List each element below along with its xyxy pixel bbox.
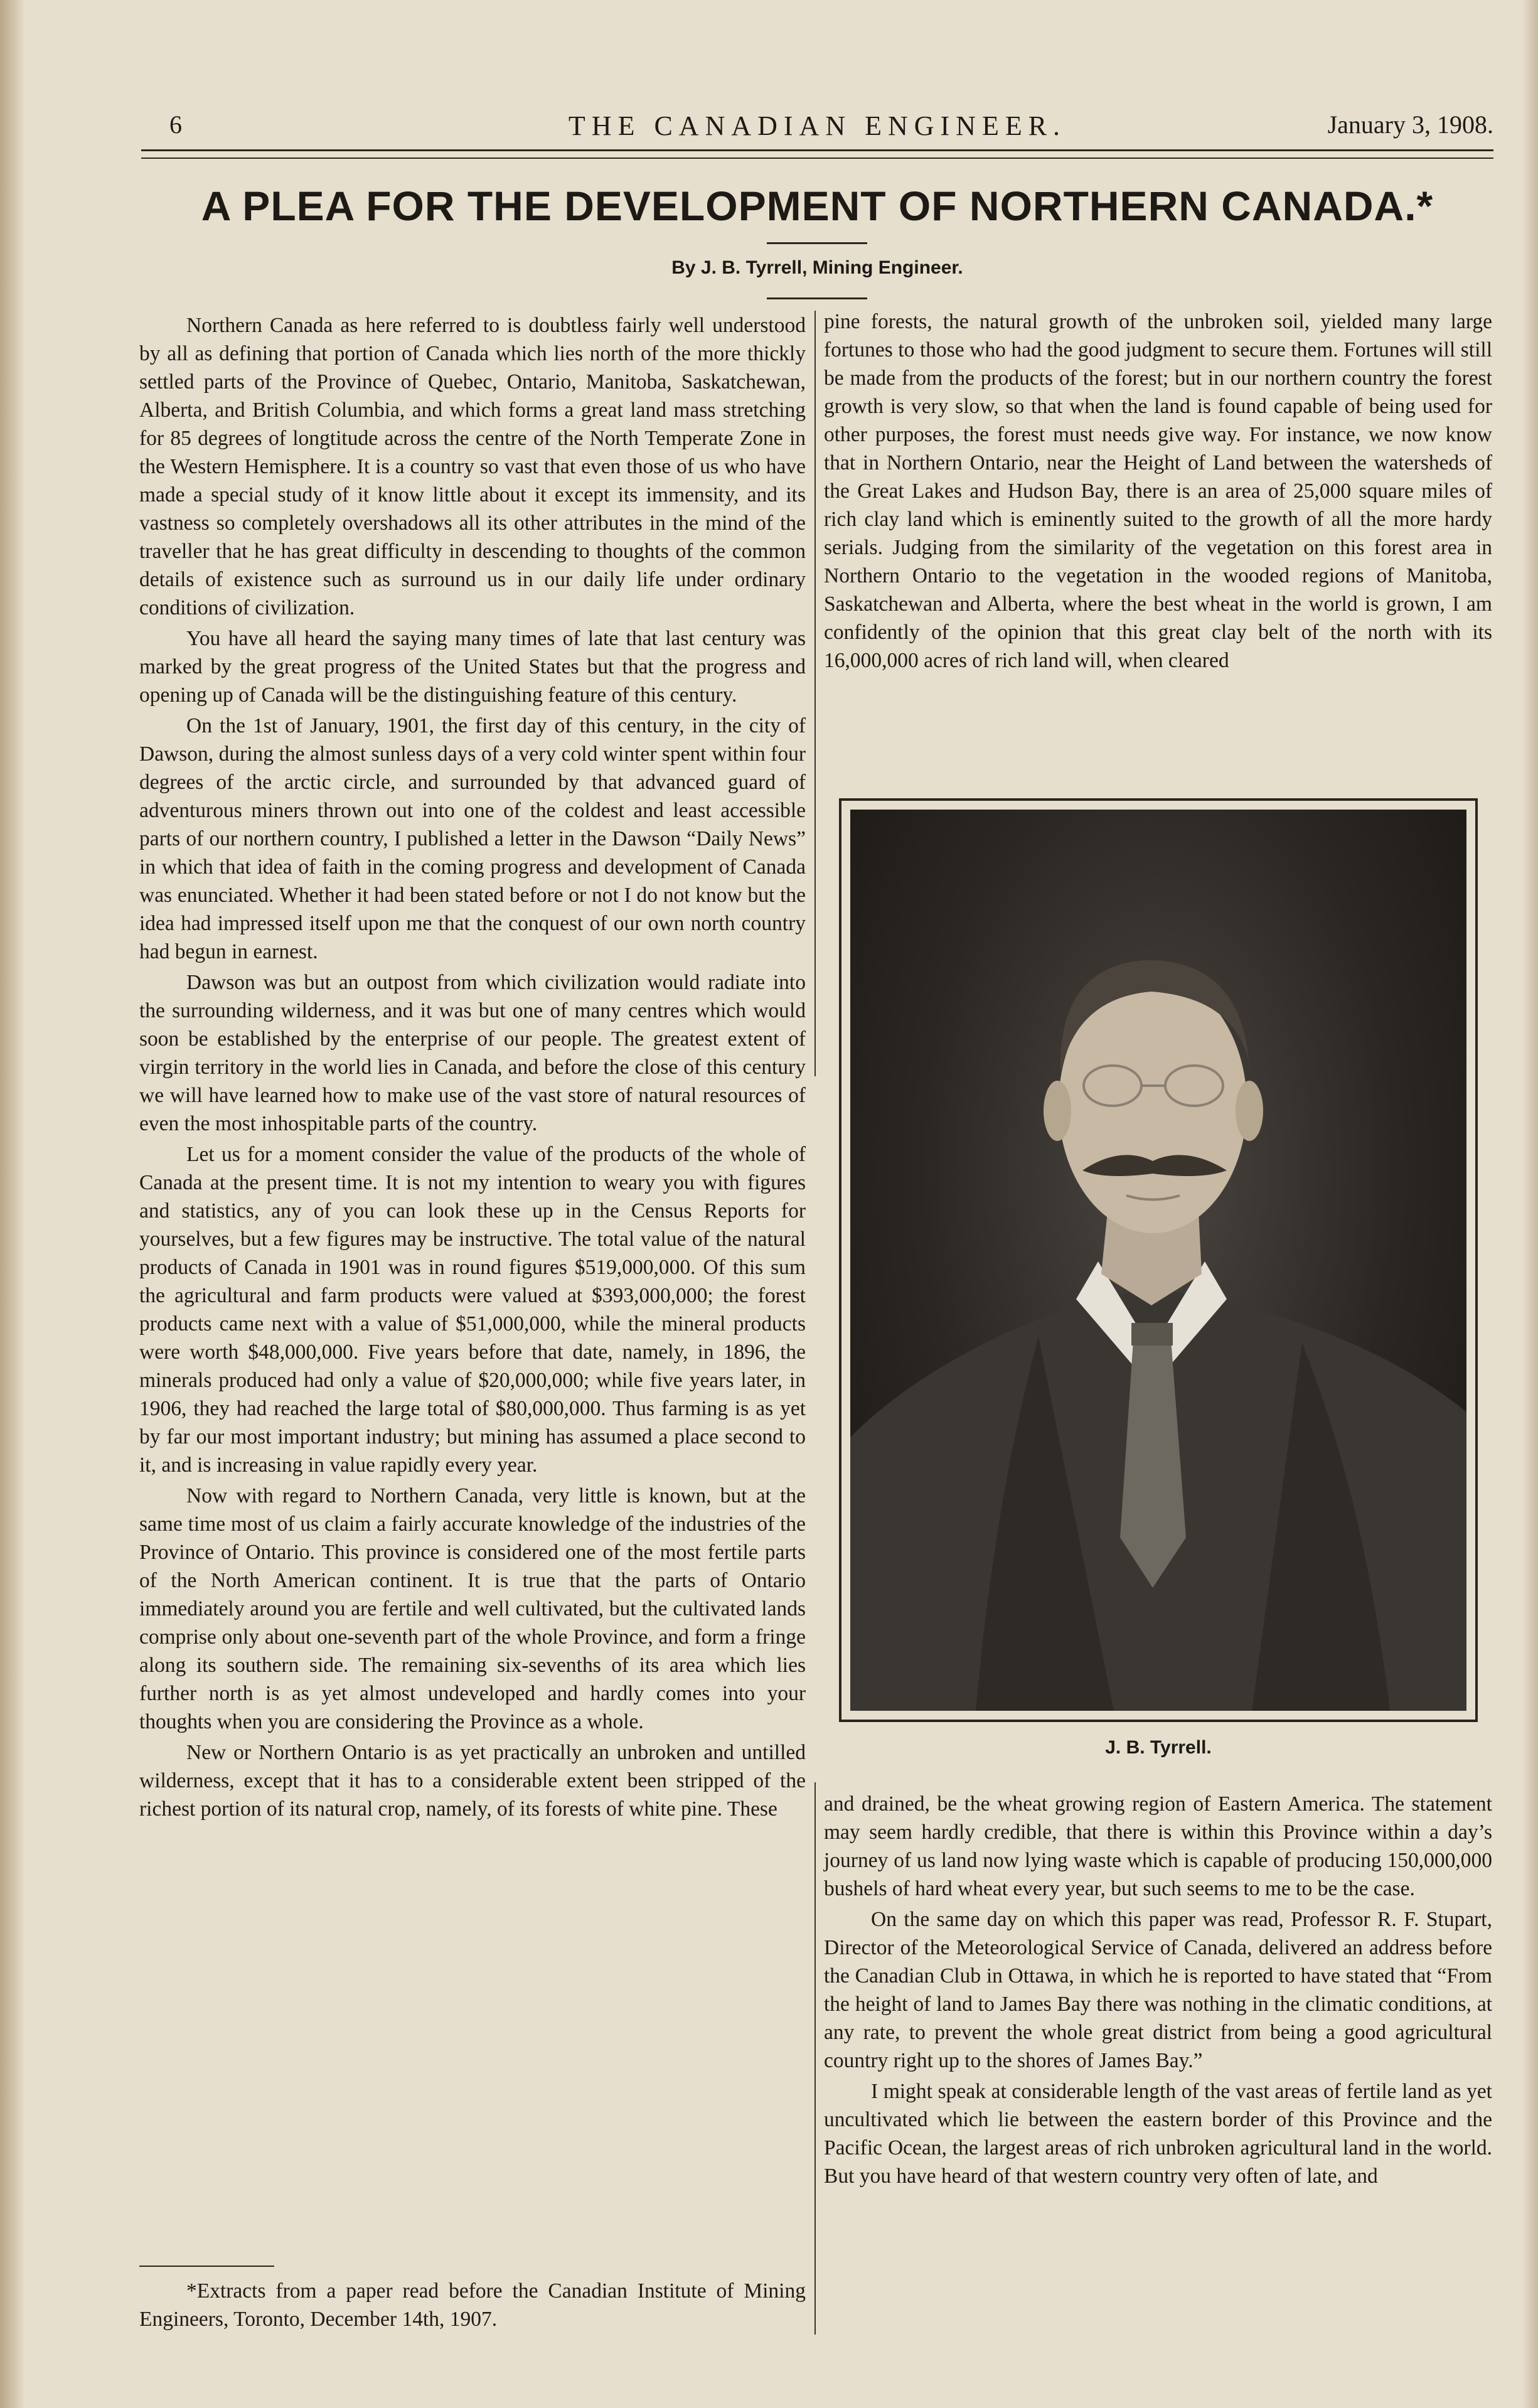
page-edge-right xyxy=(1522,0,1538,2408)
portrait-photo xyxy=(850,810,1466,1711)
paragraph: Dawson was but an outpost from which civilization would radiate into the surrounding wilderness, and it was but one of many centres which would soon be established by the enterprise of our people. The greatest extent of virgin territory in the world lies in Canada, and before the close of this century we will have learned how to make use of the vast store of natural resources of even the most inhospitable parts of the country. xyxy=(139,971,806,1135)
running-header xyxy=(141,110,1493,147)
paragraph: and drained, be the wheat growing region of Eastern America. The statement may seem hardly credible, that there is within this Province within a day’s journey of us land now lying waste which is capable of producing 150,000,000 bushels of hard wheat every year, but such seems to me to be the case. xyxy=(824,1792,1492,1900)
portrait-caption: J. B. Tyrrell. xyxy=(1105,1737,1212,1758)
portrait-frame xyxy=(839,798,1478,1722)
title-rule xyxy=(767,242,867,244)
paragraph: New or Northern Ontario is as yet practically an unbroken and untilled wilderness, except that it has to a considerable extent been stripped of the richest portion of its natural crop, namely, of its forests of white pine. These xyxy=(139,1741,806,1821)
article-byline: By J. B. Tyrrell, Mining Engineer. xyxy=(671,257,963,278)
paragraph: Let us for a moment consider the value of the products of the whole of Canada at the present time. It is not my intention to weary you with figures and statistics, any of you can look these up in the Census Reports for yourselves, but a few figures may be instructive. The total value of the natural products of Canada in 1901 was in round figures $519,000,000. Of this sum the agricultural and farm products were valued at $393,000,000; the forest products came next with a value of $51,000,000, while the mineral products were worth $48,000,000. Five years before that date, namely, in 1896, the minerals produced had only a value of $20,000,000; while five years later, in 1906, they had reached the large total of $80,000,000. Thus farming is as yet by far our most important industry; but mining has assumed a place second to it, and is increasing in value rapidly every year. xyxy=(139,1143,806,1477)
footnote-rule xyxy=(139,2266,274,2267)
page-edge-left xyxy=(0,0,25,2408)
paragraph: I might speak at considerable length of the vast areas of fertile land as yet uncultivated which lie between the eastern border of this Province and the Pacific Ocean, the largest areas of rich unbroken agricultural land in the world. But you have heard of that western country very often of late, and xyxy=(824,2080,1492,2188)
byline-rule xyxy=(767,297,867,299)
column-divider xyxy=(814,1782,816,2335)
page-number: 6 xyxy=(169,110,182,139)
journal-title: THE CANADIAN ENGINEER. xyxy=(568,110,1067,141)
paragraph: Northern Canada as here referred to is doubtless fairly well understood by all as defining that portion of Canada which lies north of the more thickly settled parts of the Province of Quebec, Ontario, Manitoba, Saskatchewan, Alberta, and British Columbia, and which forms a great land mass stretching for 85 degrees of longtitude across the centre of the North Temperate Zone in the Western Hemisphere. It is a country so vast that even those of us who have made a special study of it know little about it except its immensity, and its vastness so completely overshadows all its other attributes in the mind of the traveller that he has great difficulty in descending to thoughts of the common details of existence such as surround us in our daily life under ordinary conditions of civilization. xyxy=(139,314,806,619)
paragraph: You have all heard the saying many times of late that last century was marked by the great progress of the United States but that the progress and opening up of Canada will be the distinguishing feature of this century. xyxy=(139,627,806,707)
paragraph: On the same day on which this paper was read, Professor R. F. Stupart, Director of the Meteorological Service of Canada, delivered an address before the Canadian Club in Ottawa, in which he is reported to have stated that “From the height of land to James Bay there was nothing in the climatic conditions, at any rate, to prevent the whole great district from being a good agricultural country right up to the shores of James Bay.” xyxy=(824,1908,1492,2072)
paragraph: On the 1st of January, 1901, the first day of this century, in the city of Dawson, during the almost sunless days of a very cold winter spent within four degrees of the arctic circle, and surrounded by that advanced guard of adventurous miners thrown out into one of the coldest and least accessible parts of our northern country, I published a letter in the Dawson “Daily News” in which that idea of faith in the coming progress and development of Canada was enunciated. Whether it had been stated before or not I do not know but the idea had impressed itself upon me that the conquest of our own north country had begun in earnest. xyxy=(139,714,806,963)
paragraph: Now with regard to Northern Canada, very little is known, but at the same time most of us claim a fairly accurate knowledge of the industries of the Province of Ontario. This province is considered one of the most fertile parts of the North American continent. It is true that the parts of Ontario immediately around you are fertile and well cultivated, but the cultivated lands comprise only about one-seventh part of the whole Province, and form a fringe along its southern side. The remaining six-sevenths of its area which lies further north is as yet almost undeveloped and hardly comes into your thoughts when you are considering the Province as a whole. xyxy=(139,1484,806,1733)
footnote: *Extracts from a paper read before the Canadian Institute of Mining Engineers, Toronto, December 14th, 1907. xyxy=(139,2279,806,2331)
column-left xyxy=(139,311,806,1823)
header-rule xyxy=(141,149,1493,159)
column-right-bottom xyxy=(824,1790,1492,2190)
column-divider xyxy=(814,311,816,1076)
portrait-illustration xyxy=(850,810,1466,1711)
article-title: A PLEA FOR THE DEVELOPMENT OF NORTHERN CANADA.* xyxy=(201,183,1434,229)
issue-date: January 3, 1908. xyxy=(1327,110,1493,139)
column-right-top xyxy=(824,308,1492,675)
paragraph: pine forests, the natural growth of the unbroken soil, yielded many large fortunes to those who had the good judgment to secure them. Fortunes will still be made from the products of the forest; but in our northern country the forest growth is very slow, so that when the land is found capable of being used for other purposes, the forest must needs give way. For instance, we now know that in Northern Ontario, near the Height of Land between the watersheds of the Great Lakes and Hudson Bay, there is an area of 25,000 square miles of rich clay land which is eminently suited to the growth of all the more hardy serials. Judging from the similarity of the vegetation on this forest area in Northern Ontario to the vegetation in the wooded regions of Manitoba, Saskatchewan and Alberta, where the best wheat in the world is grown, I am confidently of the opinion that this great clay belt of the north with its 16,000,000 acres of rich land will, when cleared xyxy=(824,310,1492,672)
